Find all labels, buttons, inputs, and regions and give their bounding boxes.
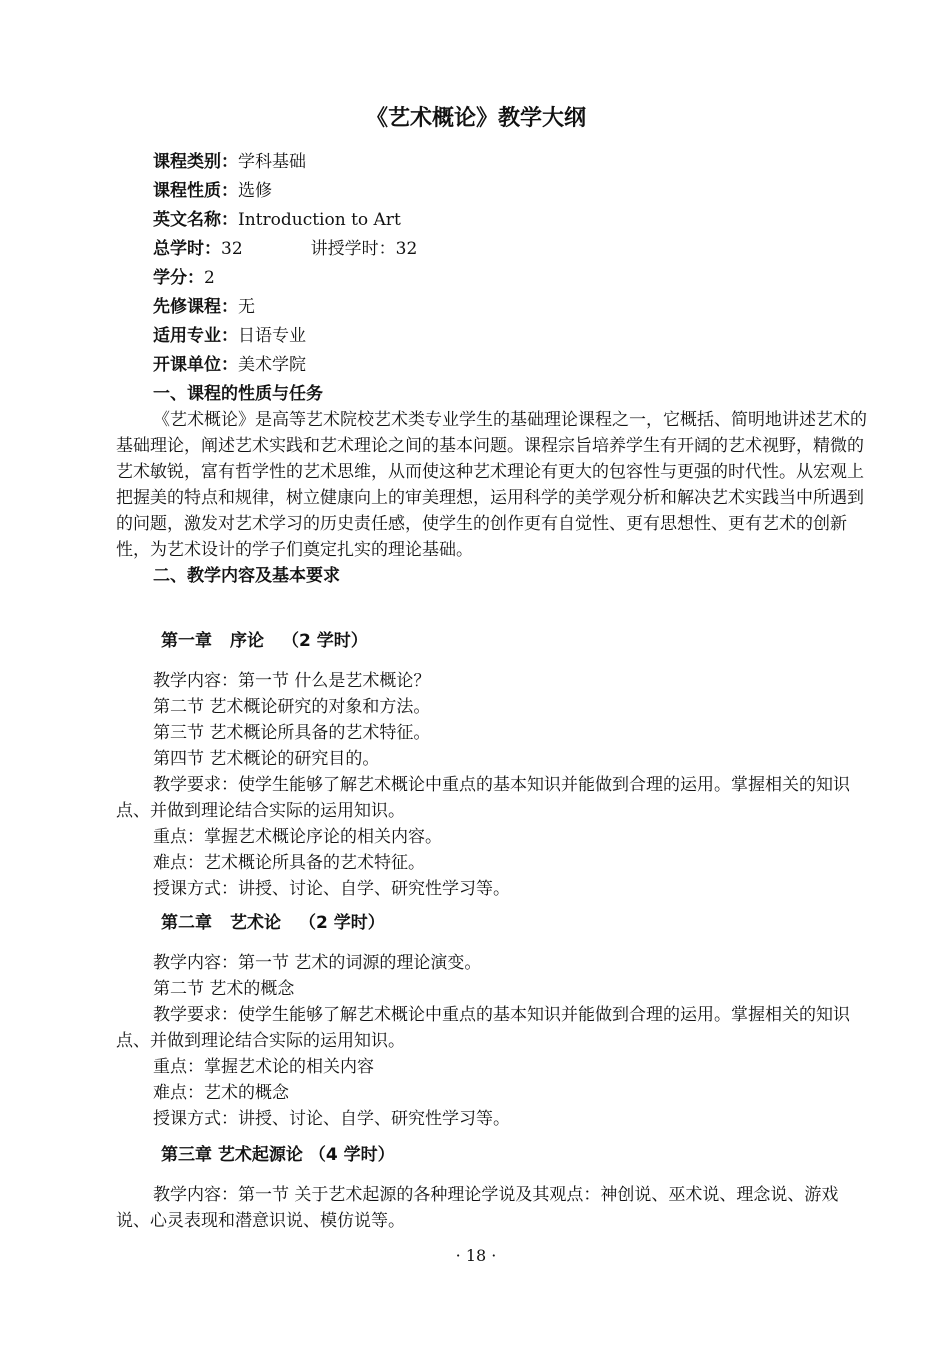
chapter-2-body [116, 950, 872, 1132]
chapter-2-line: 教学内容：第一节 艺术的词源的理论演变。 [153, 953, 482, 973]
chapter-2-difficulty: 难点：艺术的概念 [153, 1083, 289, 1103]
meta-row-prereq: 先修课程：无 [153, 297, 255, 317]
section-2-heading: 二、教学内容及基本要求 [153, 566, 340, 586]
meta-row-hours: 总学时：32 讲授学时：32 [153, 239, 418, 259]
chapter-1-line: 教学内容：第一节 什么是艺术概论？ [153, 671, 431, 691]
chapter-1-line: 第二节 艺术概论研究的对象和方法。 [153, 697, 431, 717]
meta-row-category: 课程类别：学科基础 [153, 152, 306, 172]
section-1-text: 《艺术概论》是高等艺术院校艺术类专业学生的基础理论课程之一，它概括、简明地讲述艺术的基础理论，阐述艺术实践和艺术理论之间的基本问题。课程宗旨培养学生有开阔的艺术视野，精微的艺术敏锐，富有哲学性的艺术思维，从而使这种艺术理论有更大的包容性与更强的时代性。从宏观上把握美的特点和规律，树立健康向上的审美理想，运用科学的美学观分析和解决艺术实践当中所遇到的问题，激发对艺术学习的历史责任感，使学生的创作更有自觉性、更有思想性、更有艺术的创新性，为艺术设计的学子们奠定扎实的理论基础。 [116, 410, 867, 560]
chapter-1-body [116, 668, 872, 902]
chapter-1-line: 第四节 艺术概论的研究目的。 [153, 749, 380, 769]
meta-row-credit: 学分：2 [153, 268, 215, 288]
chapter-2-heading: 第二章 艺术论 （2 学时） [161, 913, 385, 933]
chapter-1-requirement: 教学要求：使学生能够了解艺术概论中重点的基本知识并能做到合理的运用。掌握相关的知识点、并做到理论结合实际的运用知识。 [116, 775, 850, 821]
course-meta [153, 148, 853, 380]
meta-row-dept: 开课单位：美术学院 [153, 355, 306, 375]
chapter-1-key: 重点：掌握艺术概论序论的相关内容。 [153, 827, 442, 847]
chapter-3-body [116, 1182, 872, 1234]
meta-row-english: 英文名称：Introduction to Art [153, 210, 401, 230]
page-number: · 18 · [455, 1246, 497, 1265]
chapter-3-content: 教学内容：第一节 关于艺术起源的各种理论学说及其观点：神创说、巫术说、理念说、游戏说、心灵表现和潜意识说、模仿说等。 [116, 1185, 839, 1231]
section-1 [116, 381, 872, 589]
chapter-1-difficulty: 难点：艺术概论所具备的艺术特征。 [153, 853, 425, 873]
meta-row-nature: 课程性质：选修 [153, 181, 272, 201]
chapter-2-key: 重点：掌握艺术论的相关内容 [153, 1057, 374, 1077]
section-1-heading: 一、课程的性质与任务 [153, 384, 323, 404]
chapter-2-line: 第二节 艺术的概念 [153, 979, 295, 999]
chapter-1-method: 授课方式：讲授、讨论、自学、研究性学习等。 [153, 879, 510, 899]
meta-row-major: 适用专业：日语专业 [153, 326, 306, 346]
page-title: 《艺术概论》教学大纲 [365, 106, 586, 131]
chapter-1-line: 第三节 艺术概论所具备的艺术特征。 [153, 723, 431, 743]
chapter-3-heading: 第三章 艺术起源论 （4 学时） [161, 1145, 395, 1165]
chapter-2-method: 授课方式：讲授、讨论、自学、研究性学习等。 [153, 1109, 510, 1129]
chapter-2-requirement: 教学要求：使学生能够了解艺术概论中重点的基本知识并能做到合理的运用。掌握相关的知识点、并做到理论结合实际的运用知识。 [116, 1005, 850, 1051]
chapter-1-heading: 第一章 序论 （2 学时） [161, 631, 368, 651]
